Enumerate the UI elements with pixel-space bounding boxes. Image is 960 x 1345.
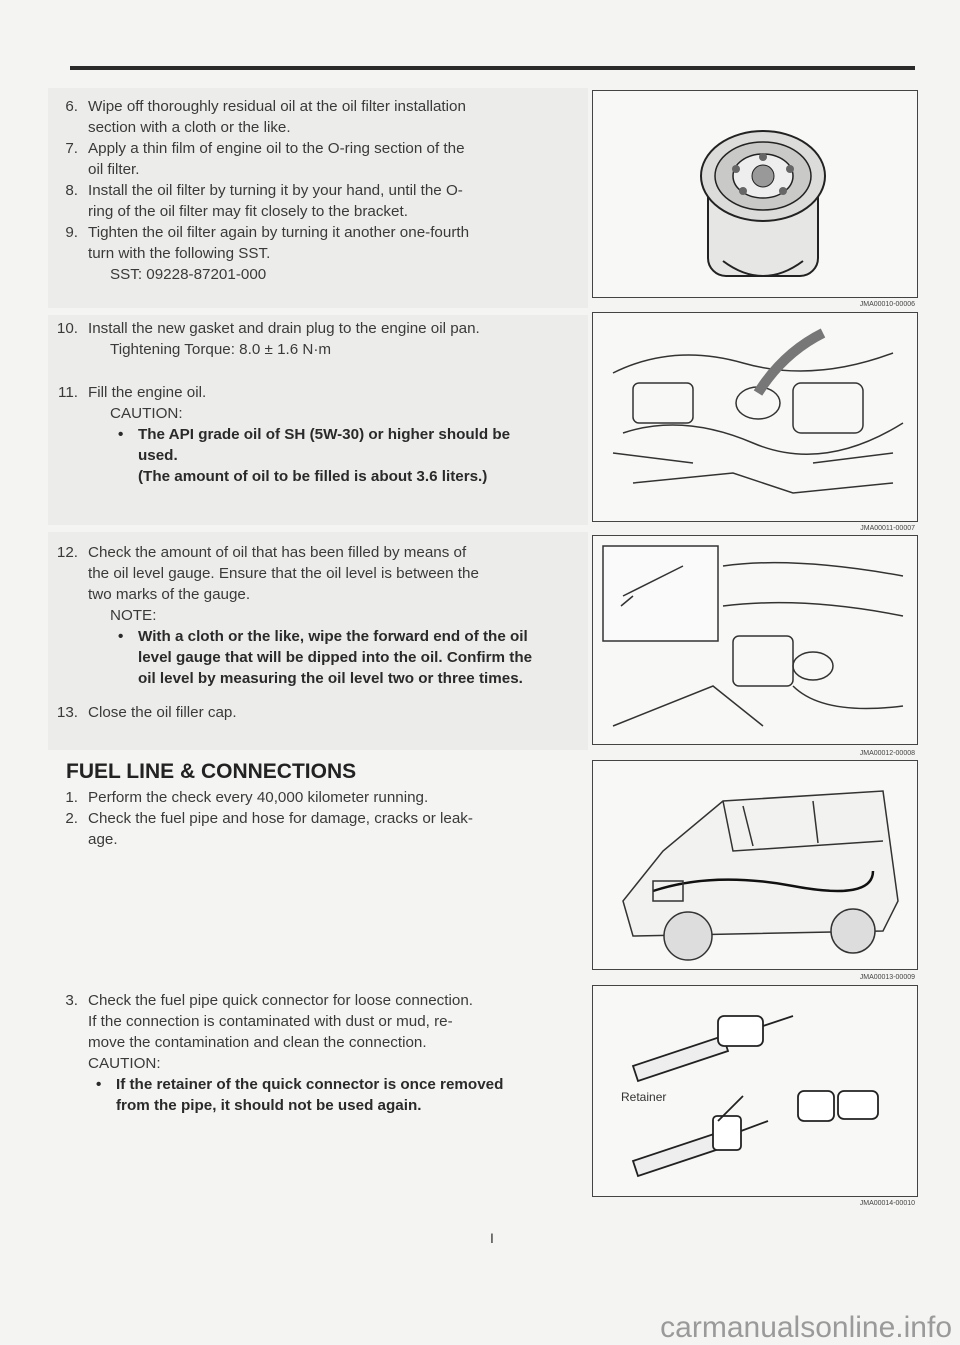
step-number: 9.	[65, 224, 78, 241]
step-text: Install the oil filter by turning it by your hand, until the O-	[88, 182, 463, 199]
figure-caption: JMA00011-00007	[860, 525, 915, 532]
step-text: Check the fuel pipe and hose for damage, cracks or leak-	[88, 810, 473, 827]
figure-vehicle-fuel-line	[592, 760, 918, 970]
note-bullet	[110, 626, 560, 689]
step-text: Close the oil filler cap.	[88, 704, 237, 721]
bullet-text: • If the retainer of the quick connector is once removed	[116, 1076, 504, 1093]
bullet-text: oil level by measuring the oil level two or three times.	[138, 670, 523, 687]
figure-oil-filter	[592, 90, 918, 298]
step-number: 10.	[56, 320, 78, 337]
oil-filter-illustration	[593, 91, 917, 297]
oil-gauge-illustration	[593, 536, 917, 744]
step-text: Wipe off thoroughly residual oil at the oil filter installation	[88, 98, 466, 115]
step-number: 11.	[58, 384, 78, 401]
step-text: Check the amount of oil that has been filled by means of	[88, 544, 467, 561]
step-text: Apply a thin film of engine oil to the O-ring section of the	[88, 140, 465, 157]
figure-oil-filler	[592, 312, 918, 522]
bullet-text: level gauge that will be dipped into the oil. Confirm the	[138, 649, 533, 666]
step-text: Tighten the oil filter again by turning it another one-fourth	[88, 224, 470, 241]
figure-caption: JMA00014-00010	[859, 1200, 915, 1207]
step-text: move the contamination and clean the connection.	[88, 1034, 427, 1051]
step-text: If the connection is contaminated with dust or mud, re-	[88, 1013, 453, 1030]
caution-label: CAUTION:	[88, 1055, 161, 1072]
step-text: Check the fuel pipe quick connector for loose connection.	[88, 992, 473, 1009]
step-text: turn with the following SST.	[88, 245, 271, 262]
step-text: oil filter.	[88, 161, 140, 178]
step-text: age.	[88, 831, 118, 848]
bullet-text: from the pipe, it should not be used again.	[116, 1097, 422, 1114]
note-label: NOTE:	[110, 607, 157, 624]
oil-amount-note: (The amount of oil to be filled is about 3.6 liters.)	[138, 468, 488, 485]
step-number: 3.	[65, 992, 78, 1009]
header-rule	[70, 66, 915, 70]
sst-code: SST: 09228-87201-000	[110, 266, 267, 283]
step-text: two marks of the gauge.	[88, 586, 251, 603]
torque-spec: Tightening Torque: 8.0 ± 1.6 N·m	[110, 341, 332, 358]
step-number: 6.	[65, 98, 78, 115]
figure-caption: JMA00013-00009	[859, 974, 915, 981]
caution-bullet	[88, 1074, 560, 1116]
step-text: ring of the oil filter may fit closely to the bracket.	[88, 203, 408, 220]
bullet-text: used.	[138, 447, 178, 464]
step-text: Install the new gasket and drain plug to the engine oil pan.	[88, 320, 480, 337]
bullet-text: • With a cloth or the like, wipe the forward end of the oil	[138, 628, 528, 645]
caution-bullet	[110, 424, 560, 466]
bullet-text: • The API grade oil of SH (5W-30) or higher should be	[138, 426, 511, 443]
step-text: Perform the check every 40,000 kilometer running.	[88, 789, 429, 806]
step-text: the oil level gauge. Ensure that the oil level is between the	[88, 565, 479, 582]
step-text: Fill the engine oil.	[88, 384, 207, 401]
caution-label: CAUTION:	[110, 405, 183, 422]
vehicle-illustration	[593, 761, 917, 969]
figure-caption: JMA00010-00006	[859, 301, 915, 308]
figure-oil-gauge	[592, 535, 918, 745]
step-text: section with a cloth or the like.	[88, 119, 291, 136]
step-number: 1.	[65, 789, 78, 806]
step-number: 2.	[65, 810, 78, 827]
watermark: carmanualsonline.info	[660, 1311, 952, 1344]
figure-quick-connector	[592, 985, 918, 1197]
retainer-label: Retainer	[621, 1090, 667, 1104]
step-number: 13.	[56, 704, 78, 721]
section-title: FUEL LINE & CONNECTIONS	[66, 760, 357, 783]
step-number: 12.	[56, 544, 78, 561]
step-number: 7.	[65, 140, 78, 157]
page-mark: I	[490, 1230, 494, 1246]
engine-bay-illustration	[593, 313, 917, 521]
step-number: 8.	[65, 182, 78, 199]
figure-caption: JMA00012-00008	[859, 750, 915, 757]
